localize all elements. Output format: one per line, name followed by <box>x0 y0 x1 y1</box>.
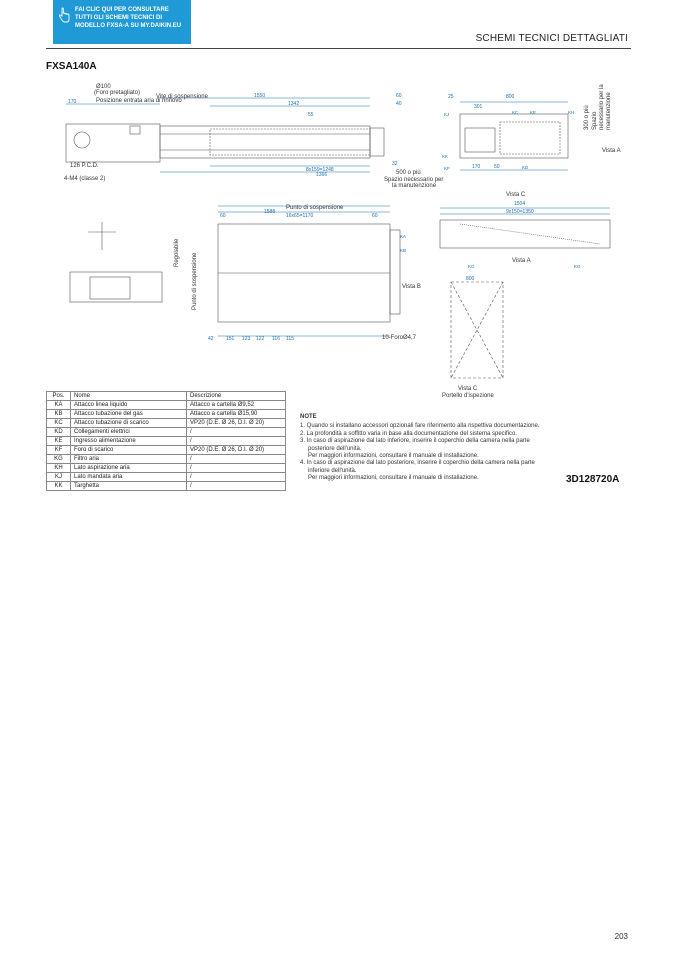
legend-pos: KG <box>47 455 71 464</box>
table-row <box>47 428 286 437</box>
m4-label: 4-M4 (classe 2) <box>64 176 106 182</box>
table-row <box>47 446 286 455</box>
banner-line-1: FAI CLIC QUI PER CONSULTARE <box>75 7 169 13</box>
dim-55: 55 <box>308 112 314 118</box>
legend-desc: Attacco a cartella Ø15,90 <box>187 410 286 419</box>
legend-name: Attacco linea liquido <box>71 401 187 410</box>
code-kd: KD <box>522 165 529 170</box>
legend-desc: / <box>187 464 286 473</box>
table-row <box>47 401 286 410</box>
dim-301: 301 <box>474 104 483 110</box>
dim-40: 40 <box>396 101 402 107</box>
dim-1366: 1366 <box>316 172 328 178</box>
view-c-caption: Vista C <box>458 386 478 392</box>
view-a-label: Vista A <box>602 148 621 154</box>
legend-pos: KD <box>47 428 71 437</box>
notes-title: NOTE <box>300 414 317 420</box>
code-ka: KA <box>400 234 407 239</box>
header-divider <box>46 48 631 49</box>
legend-header-pos: Pos. <box>47 392 71 401</box>
note-4b: inferiore dell'unità. <box>308 467 357 474</box>
legend-pos: KH <box>47 464 71 473</box>
dim-800b: 800 <box>466 276 475 282</box>
legend-name: Lato aspirazione aria <box>71 464 187 473</box>
clearance-500-label: 500 o più <box>396 170 421 176</box>
code-kb: KB <box>400 248 407 253</box>
clearance-300-label: 300 o più <box>584 105 590 130</box>
view-a-label-2: Vista A <box>512 258 531 264</box>
dim-b42: 42 <box>208 336 214 342</box>
service-v3-label: manutenzione <box>606 92 612 130</box>
service-space-label: Spazio necessario per <box>384 177 444 183</box>
fresh-air-inlet-label: Posizione entrata aria di rinnovo <box>96 98 182 104</box>
legend-pos: KE <box>47 437 71 446</box>
document-id: 3D128720A <box>566 474 620 485</box>
view-b-label: Vista B <box>402 284 421 290</box>
legend-desc: / <box>187 482 286 491</box>
note-4c: Per maggiori informazioni, consultare il manuale di installazione. <box>308 475 479 482</box>
adjustable-label: Regolabile <box>174 238 180 267</box>
dim-60b: 60 <box>220 213 226 219</box>
legend-pos: KA <box>47 401 71 410</box>
dim-60: 60 <box>396 93 402 99</box>
pre-cut-hole-label: (Foro pretagliato) <box>94 90 141 96</box>
holes-label: 10-ForoØ4,7 <box>382 335 417 341</box>
view-c-label: Vista C <box>506 192 526 198</box>
dim-32: 32 <box>392 161 398 167</box>
code-kk: KK <box>442 154 449 159</box>
dim-1588: 1588 <box>264 209 276 215</box>
component-legend-table <box>46 391 286 491</box>
legend-name: Filtro aria <box>71 455 187 464</box>
legend-desc: / <box>187 428 286 437</box>
dim-b123: 123 <box>242 336 251 342</box>
dim-b122: 122 <box>256 336 265 342</box>
legend-header-row <box>47 392 286 401</box>
daikin-link-banner[interactable] <box>53 0 191 44</box>
service-space-label-2: la manutenzione <box>392 183 437 189</box>
dim-1342: 1342 <box>288 101 300 107</box>
banner-line-3: MODELLO FXSA-A SU MY.DAIKIN.EU <box>75 23 182 29</box>
dim-9x150: 9x150=1350 <box>506 209 534 215</box>
legend-desc: VP20 (D.E. Ø 26, D.I. Ø 20) <box>187 446 286 455</box>
table-row <box>47 482 286 491</box>
page-number: 203 <box>614 932 628 941</box>
notes-section <box>300 414 570 483</box>
code-kh: KH <box>568 110 575 115</box>
legend-desc: VP20 (D.E. Ø 26, D.I. Ø 20) <box>187 419 286 428</box>
legend-name: Lato mandata aria <box>71 473 187 482</box>
dim-16x65: 16x65=1170 <box>286 213 314 219</box>
service-v2-label: necessario per la <box>599 84 605 130</box>
diameter-label: Ø100 <box>96 84 111 90</box>
table-row <box>47 410 286 419</box>
legend-pos: KF <box>47 446 71 455</box>
legend-desc: / <box>187 473 286 482</box>
dim-60c: 60 <box>372 213 378 219</box>
legend-pos: KK <box>47 482 71 491</box>
code-kc: KC <box>512 110 519 115</box>
legend-header-desc: Descrizione <box>187 392 286 401</box>
legend-name: Ingresso alimentazione <box>71 437 187 446</box>
code-ke: KE <box>530 110 537 115</box>
code-kg-left: KG <box>468 264 475 269</box>
legend-name: Collegamenti elettrici <box>71 428 187 437</box>
dim-1550: 1550 <box>254 93 266 99</box>
pcd-label: 126 P.C.D. <box>70 163 99 169</box>
table-row <box>47 464 286 473</box>
legend-header-name: Nome <box>71 392 187 401</box>
dim-800: 800 <box>506 94 515 100</box>
suspension-point-vertical-label: Punto di sospensione <box>192 252 198 310</box>
note-4: 4. In caso di aspirazione dal lato posteriore, inserire il coperchio della camera nella parte <box>300 460 535 467</box>
legend-pos: KB <box>47 410 71 419</box>
note-2: 2. La profondità a soffitto varia in base alla documentazione del sistema specifico. <box>300 430 518 437</box>
code-kg-right: KG <box>574 264 581 269</box>
legend-desc: / <box>187 437 286 446</box>
dim-1504: 1504 <box>514 201 526 207</box>
legend-name: Attacco tubazione del gas <box>71 410 187 419</box>
suspension-point-label: Punto di sospensione <box>286 205 344 211</box>
legend-name: Attacco tubazione di scarico <box>71 419 187 428</box>
dim-b116: 116 <box>272 336 280 342</box>
legend-desc: Attacco a cartella Ø9,52 <box>187 401 286 410</box>
hand-pointer-icon <box>57 7 71 23</box>
note-3c: Per maggiori informazioni, consultare il manuale di installazione. <box>308 453 479 460</box>
legend-desc: / <box>187 455 286 464</box>
code-kf: KF <box>444 166 450 171</box>
legend-name: Targhetta <box>71 482 187 491</box>
dim-b115: 115 <box>286 336 294 342</box>
note-3: 3. In caso di aspirazione dal lato inferiore, inserire il coperchio della camera nella parte <box>300 438 530 445</box>
dim-b151: 151 <box>226 336 235 342</box>
code-kj: KJ <box>444 112 450 117</box>
model-name: FXSA140A <box>46 61 97 72</box>
banner-line-2: TUTTI GLI SCHEMI TECNICI DI <box>75 15 162 21</box>
legend-name: Foro di scarico <box>71 446 187 455</box>
dim-170b: 170 <box>472 164 481 170</box>
dim-170: 170 <box>68 99 77 105</box>
suspension-screw-label: Vite di sospensione <box>156 94 208 100</box>
inspection-door-label: Portello d'ispezione <box>442 393 494 399</box>
table-row <box>47 419 286 428</box>
dim-25: 25 <box>448 94 454 100</box>
section-title: SCHEMI TECNICI DETTAGLIATI <box>475 33 628 44</box>
service-v1-label: Spazio <box>592 111 598 130</box>
dim-8x159: 8x159=1248 <box>306 167 334 173</box>
table-row <box>47 473 286 482</box>
note-1: 1. Quando si installano accessori opzionali fare riferimento alla rispettiva documentazione. <box>300 423 540 430</box>
table-row <box>47 455 286 464</box>
legend-pos: KJ <box>47 473 71 482</box>
note-3b: posteriore dell'unità. <box>308 445 362 452</box>
legend-pos: KC <box>47 419 71 428</box>
dim-50: 50 <box>494 164 500 170</box>
table-row <box>47 437 286 446</box>
technical-drawing <box>40 72 640 402</box>
